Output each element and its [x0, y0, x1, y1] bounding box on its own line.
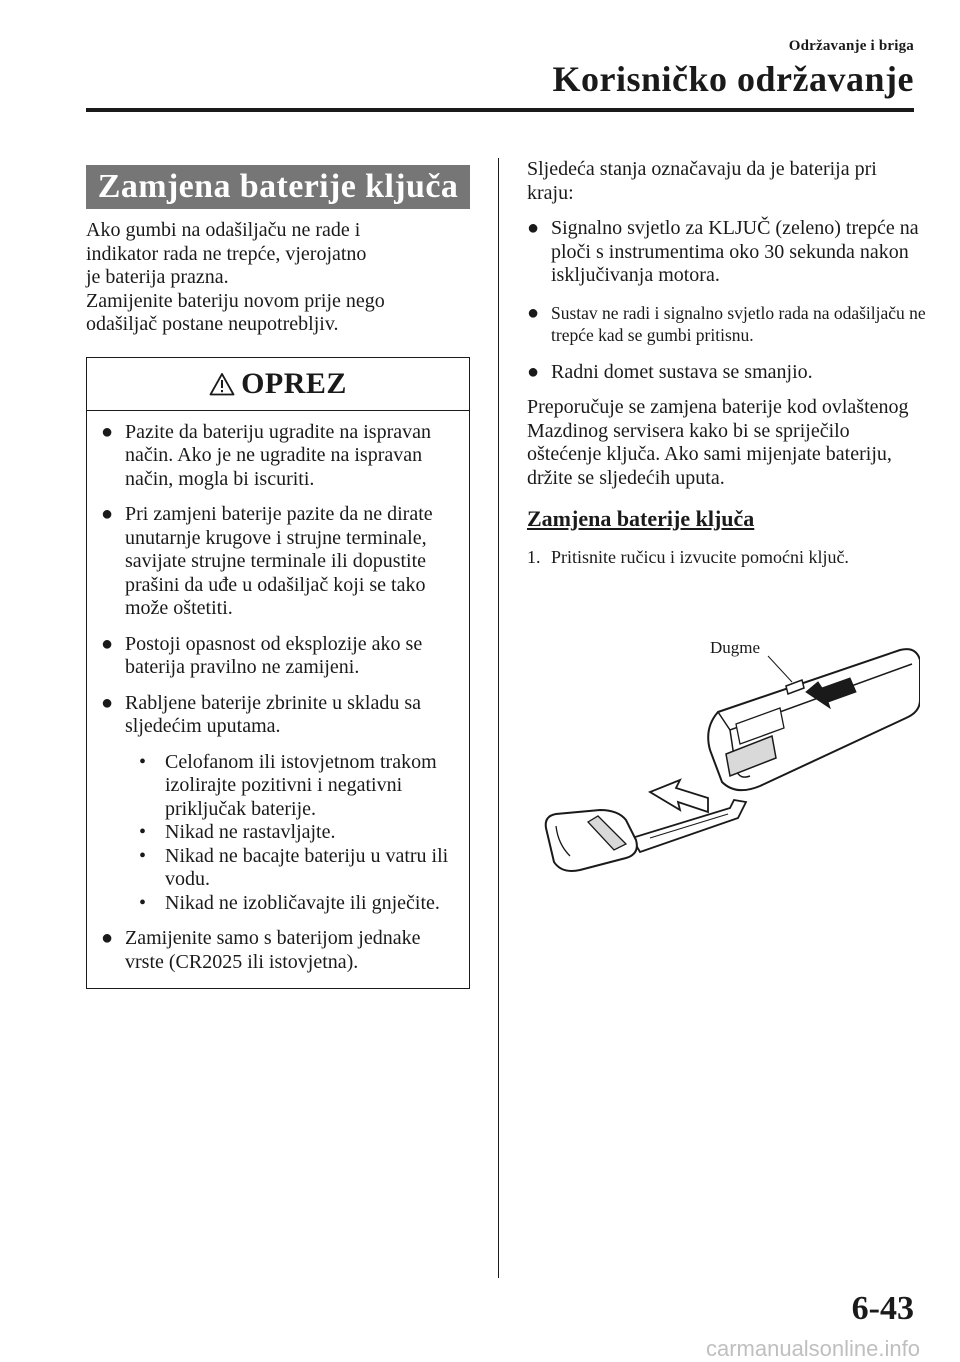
bullet-icon: ●: [101, 691, 114, 714]
conditions-intro: Sljedeća stanja označavaju da je baterija pri kraju:: [527, 158, 877, 204]
caution-item-text: Rabljene baterije zbrinite u skladu sa sljedećim uputama.: [125, 691, 422, 737]
left-column: [86, 165, 470, 989]
caution-item-text: Pri zamjeni baterije pazite da ne dirate unutarnje krugove i strujne terminale, savijate strujne terminale ili dopustite prašini da uđe u odašiljač koji se tako može oštetiti.: [125, 503, 433, 619]
condition-item: [527, 302, 927, 347]
caution-item: [101, 927, 457, 974]
header-rule: [86, 108, 914, 112]
procedure-subheading: Zamjena baterije ključa: [527, 506, 755, 531]
intro-line: indikator rada ne trepće, vjerojatno: [86, 242, 367, 265]
bullet-icon: ●: [527, 301, 540, 324]
bullet-icon: ●: [101, 503, 114, 525]
disposal-subitem: [139, 845, 457, 892]
condition-item: [527, 217, 927, 288]
sub-bullet-icon: •: [139, 844, 147, 867]
caution-item-text: Postoji opasnost od eksplozije ako se baterija pravilno ne zamijeni.: [125, 632, 423, 678]
condition-text: Sustav ne radi i signalno svjetlo rada na odašiljaču ne trepće kad se gumbi pritisnu.: [551, 302, 926, 345]
column-divider: [498, 158, 499, 1278]
caution-item: [101, 421, 457, 492]
caution-item: [101, 633, 457, 680]
caution-item: [101, 692, 457, 739]
intro-line: Ako gumbi na odašiljaču ne rade i: [86, 219, 361, 241]
caution-body: [87, 411, 469, 989]
bullet-icon: ●: [101, 632, 114, 655]
page-number: 6-43: [851, 1290, 914, 1327]
section-banner: Zamjena baterije ključa: [86, 165, 470, 209]
conditions-list: [527, 217, 927, 384]
intro-line: odašiljač postane neupotrebljiv.: [86, 313, 339, 335]
bullet-icon: ●: [101, 927, 114, 949]
figure-label-button: Dugme: [710, 638, 761, 657]
disposal-subitem-text: Celofanom ili istovjetnom trakom izolirajte pozitivni i negativni priključak baterije.: [165, 750, 437, 820]
step-number: 1.: [527, 547, 541, 567]
disposal-subitem-text: Nikad ne bacajte bateriju u vatru ili vodu.: [165, 844, 449, 890]
right-column: [527, 158, 927, 569]
caution-item-text: Pazite da bateriju ugradite na ispravan način. Ako je ne ugradite na ispravan način, mogla bi iscuriti.: [125, 420, 431, 490]
caution-header: [87, 358, 469, 411]
sub-bullet-icon: •: [139, 821, 147, 843]
caution-title: OPREZ: [241, 366, 347, 400]
caution-item: [101, 503, 457, 621]
intro-paragraph: [86, 219, 470, 337]
disposal-subitem-text: Nikad ne izobličavajte ili gnječite.: [165, 891, 440, 914]
disposal-subitem: [139, 821, 457, 845]
procedure-step: [527, 546, 927, 569]
page-title: Korisničko održavanje: [552, 59, 914, 99]
disposal-subitem: [139, 751, 457, 822]
sub-bullet-icon: •: [139, 750, 147, 773]
caution-box: [86, 357, 470, 990]
caution-item-text: Zamijenite samo s baterijom jednake vrste (CR2025 ili istovjetna).: [125, 927, 421, 973]
header-section-label: Održavanje i briga: [788, 38, 914, 54]
key-fob-illustration: [540, 630, 920, 890]
intro-line: je baterija prazna.: [86, 266, 229, 288]
condition-text: Radni domet sustava se smanjio.: [551, 360, 813, 383]
warning-triangle-icon: [209, 372, 235, 396]
bullet-icon: ●: [527, 217, 540, 239]
bullet-icon: ●: [527, 360, 540, 383]
watermark-text: carmanualsonline.info: [705, 1336, 920, 1361]
disposal-subitems: [139, 751, 457, 916]
intro-line: Zamijenite bateriju novom prije nego: [86, 289, 385, 312]
disposal-subitem-text: Nikad ne rastavljajte.: [165, 821, 336, 843]
sub-bullet-icon: •: [139, 891, 147, 914]
condition-item: [527, 361, 927, 385]
recommendation-paragraph: Preporučuje se zamjena baterije kod ovlaštenog Mazdinog servisera kako bi se spriječilo oštećenje ključa. Ako sami mijenjate bateriju, držite se sljedećih uputa.: [527, 396, 909, 489]
bullet-icon: ●: [101, 420, 114, 443]
disposal-subitem: [139, 892, 457, 916]
step-text: Pritisnite ručicu i izvucite pomoćni ključ.: [551, 547, 849, 567]
condition-text: Signalno svjetlo za KLJUČ (zeleno) trepće na ploči s instrumentima oko 30 sekunda nakon isključivanja motora.: [551, 217, 919, 286]
